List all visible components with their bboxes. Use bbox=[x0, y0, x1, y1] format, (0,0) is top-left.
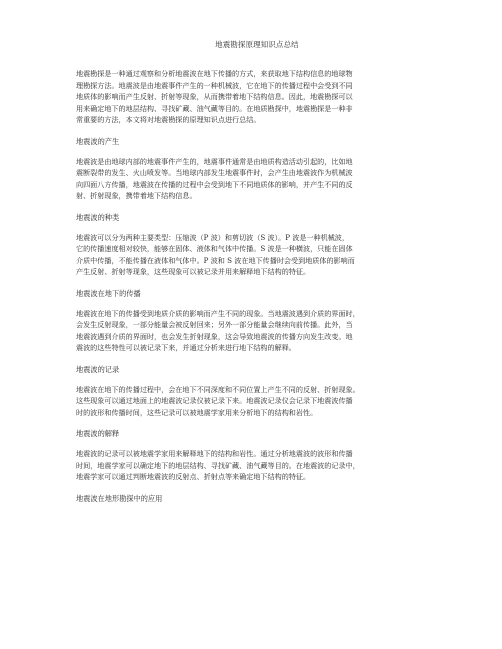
text-line: 常重要的方法，本文将对地震勘探的原理知识点进行总结。 bbox=[76, 115, 261, 124]
text-line: 它的传播速度相对较快，能够在固体、液体和气体中传播。S 波是一种横波，只能在固体 bbox=[76, 244, 353, 253]
text-line: 地震波遇到介质的界面时，也会发生折射现象，这会导致地震波的传播方向发生改变。地 bbox=[76, 331, 353, 341]
section-paragraph bbox=[76, 308, 438, 354]
text-line: 地震波在地下的传播过程中，会在地下不同深度和不同位置上产生不同的反射、折射现象。 bbox=[76, 384, 360, 394]
text-line: 地质体的影响而产生反射、折射等现象，从而携带着地下结构信息。因此，地震勘探可以 bbox=[76, 92, 353, 101]
text-line: 向四面八方传播，地震波在传播的过程中会受到地下不同地质体的影响，并产生不同的反 bbox=[76, 179, 353, 189]
text-line: 理勘探方法。地震波是由地震事件产生的一种机械波，它在地下的传播过程中会受到不同 bbox=[76, 80, 353, 90]
text-line: 这些现象可以通过地面上的地震波记录仪被记录下来。地震波记录仪会记录下地震波传播 bbox=[76, 396, 353, 405]
text-line: 会发生反射现象，一部分能量会被反射回来；另外一部分能量会继续向前传播。此外，当 bbox=[76, 320, 353, 329]
section-heading: 地震波的解释 bbox=[76, 429, 120, 438]
section-heading: 地震波的种类 bbox=[76, 212, 120, 222]
text-line: 地震波可以分为两种主要类型：压缩波（P 波）和剪切波（S 波）。P 波是一种机械波， bbox=[76, 232, 349, 242]
text-line: 地震波的记录可以被地震学家用来解释地下的结构和岩性。通过分析地震波的波形和传播 bbox=[76, 449, 353, 458]
text-line: 用来确定地下的地层结构、寻找矿藏、油气藏等目的。在地质勘探中，地震勘探是一种非 bbox=[76, 103, 353, 113]
section-paragraph bbox=[76, 232, 438, 278]
text-line: 地震波在地下的传播受到地质介质的影响而产生不同的现象。当地震波遇到介质的界面时， bbox=[76, 308, 360, 318]
section-heading: 地震波的记录 bbox=[76, 364, 120, 374]
text-line: 地震勘探是一种通过观察和分析地震波在地下传播的方式，来获取地下结构信息的地球物 bbox=[76, 69, 353, 78]
text-line: 时的波形和传播时间，这些记录可以被地震学家用来分析地下的结构和岩性。 bbox=[76, 407, 318, 417]
text-line: 地震波是由地球内部的地震事件产生的，地震事件通常是由地质构造活动引起的，比如地 bbox=[76, 156, 353, 166]
section-paragraph bbox=[76, 448, 438, 483]
text-line: 时间，地震学家可以确定地下的地层结构、寻找矿藏、油气藏等目的。在地震波的记录中， bbox=[76, 460, 360, 470]
text-line: 射、折射现象，携带着地下结构信息。 bbox=[76, 191, 197, 200]
section-paragraph bbox=[76, 156, 438, 202]
section-heading: 地震波的产生 bbox=[76, 136, 120, 146]
section-paragraph bbox=[76, 384, 438, 419]
document-title: 地震勘探原理知识点总结 bbox=[215, 40, 299, 49]
text-line: 震波的这些特性可以被记录下来，并通过分析来进行地下结构的解释。 bbox=[76, 343, 296, 352]
text-line: 地震学家可以通过判断地震波的反射点、折射点等来确定地下结构的特征。 bbox=[76, 472, 311, 481]
text-line: 产生反射、折射等现象，这些现象可以被记录并用来解释地下结构的特征。 bbox=[76, 267, 311, 276]
text-line: 震断裂带的发生、火山喷发等。当地球内部发生地震事件时，会产生由地震波作为机械波 bbox=[76, 168, 353, 177]
intro-paragraph bbox=[76, 68, 438, 126]
section-heading: 地震波在地形勘探中的应用 bbox=[76, 493, 163, 503]
text-line: 介质中传播，不能传播在液体和气体中。P 波和 S 波在地下传播时会受到地质体的影响而 bbox=[76, 255, 355, 265]
section-heading: 地震波在地下的传播 bbox=[76, 288, 141, 298]
